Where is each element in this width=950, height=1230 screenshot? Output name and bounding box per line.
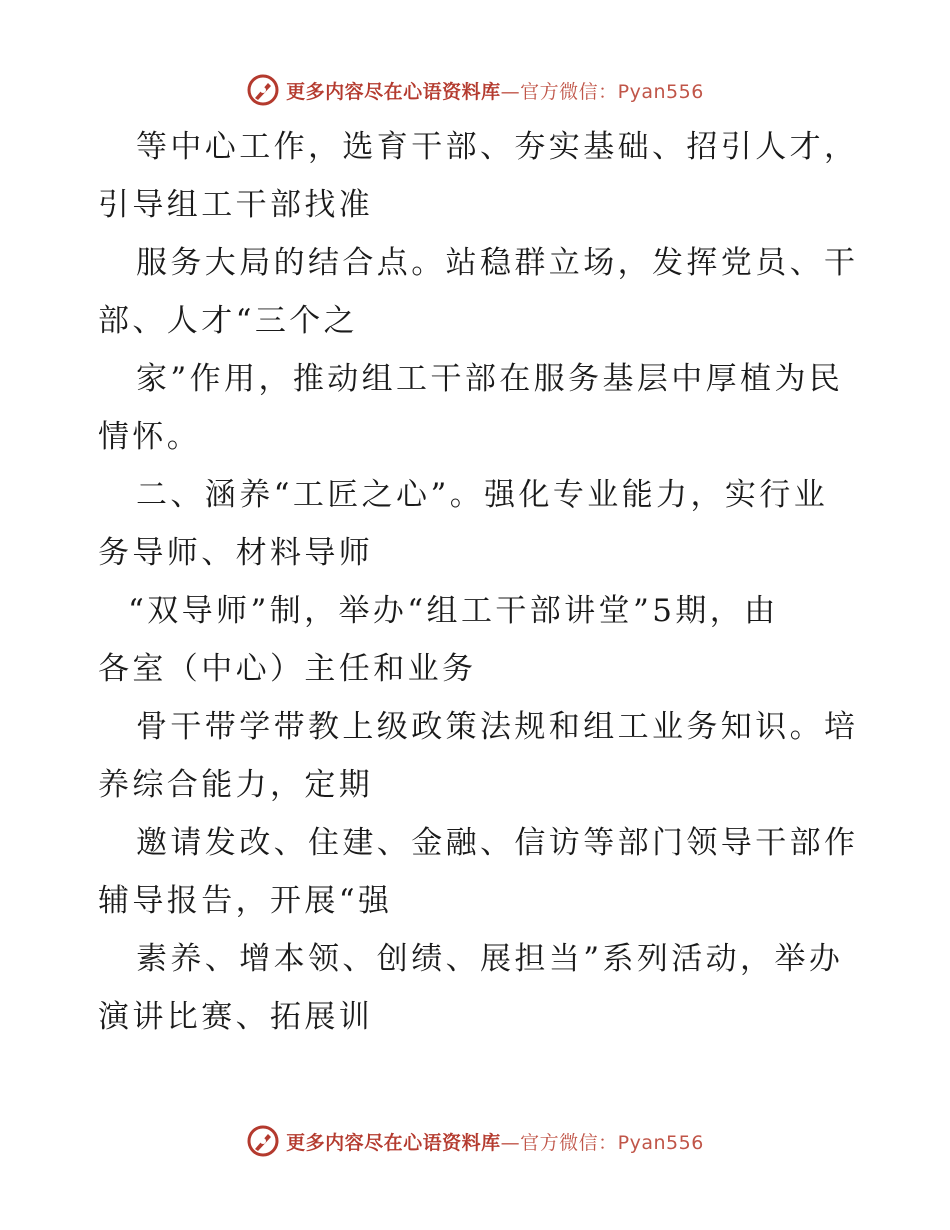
body-line: “双导师”制，举办“组工干部讲堂”5期，由 bbox=[128, 593, 779, 629]
body-line: 部、人才“三个之 bbox=[98, 303, 359, 339]
body-line: 辅导报告，开展“强 bbox=[98, 883, 393, 919]
body-line: 引导组工干部找准 bbox=[98, 187, 374, 223]
document-body bbox=[98, 118, 858, 1046]
body-line: 养综合能力，定期 bbox=[98, 767, 374, 803]
banner-text: 更多内容尽在心语资料库—官方微信：Pyan556 bbox=[286, 1131, 704, 1154]
body-line: 二、涵养“工匠之心”。强化专业能力，实行业 bbox=[136, 477, 829, 513]
pen-logo-icon bbox=[246, 73, 280, 107]
pen-logo-icon bbox=[246, 1124, 280, 1158]
body-line: 素养、增本领、创绩、展担当”系列活动，举办 bbox=[136, 941, 844, 977]
header-banner bbox=[0, 70, 950, 110]
banner-text: 更多内容尽在心语资料库—官方微信：Pyan556 bbox=[286, 80, 704, 103]
body-line: 骨干带学带教上级政策法规和组工业务知识。培 bbox=[136, 709, 859, 745]
body-line: 演讲比赛、拓展训 bbox=[98, 999, 374, 1035]
body-line: 情怀。 bbox=[98, 419, 202, 455]
body-line: 等中心工作，选育干部、夯实基础、招引人才， bbox=[136, 129, 859, 165]
body-line: 邀请发改、住建、金融、信访等部门领导干部作 bbox=[136, 825, 859, 861]
body-line: 服务大局的结合点。站稳群立场，发挥党员、干 bbox=[136, 245, 859, 281]
body-line: 务导师、材料导师 bbox=[98, 535, 374, 571]
body-line: 各室（中心）主任和业务 bbox=[98, 651, 477, 687]
body-line: 家”作用，推动组工干部在服务基层中厚植为民 bbox=[136, 361, 844, 397]
footer-banner bbox=[0, 1121, 950, 1161]
